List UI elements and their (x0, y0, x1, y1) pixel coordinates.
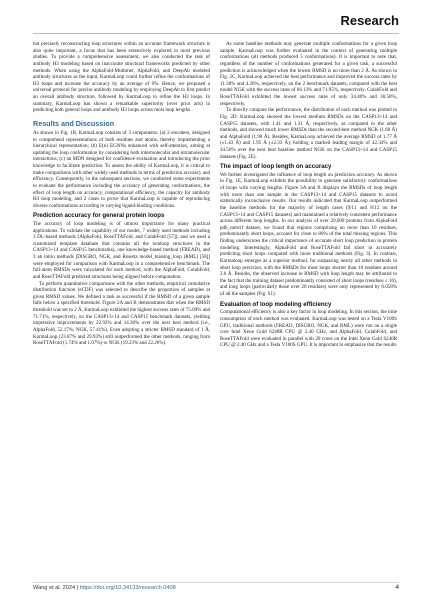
intro-paragraph: but precisely reconstructing loop structures within an accurate framework structure is also quite important, a focus that has been extensively explored in most previous studies. To provide a comprehensive assessment, we also conducted the task of antibody H3 modeling based on inaccurate structural frameworks predicted by other methods. When using the AlphaFold-Multimer, AlphaFold, and DeepAb modeled antibody structures as the input, KarmaLoop could further refine the conformations of H3 loops and increase the accuracy by an average of 9%. Hence, we proposed a universal protocol for precise antibody modeling by employing DeepAb to first predict an overall antibody structure, followed by KarmaLoop to refine the H3 loops. In summary, KarmaLoop has shown a remarkable superiority (over prior arts) in predicting both general loops and antibody H3 loops across most loop lengths. (33, 41, 210, 114)
right-column (220, 41, 397, 349)
loop-length-paragraph: We further investigated the influence of loop length on prediction accuracy. As shown in Fig. 1E, KarmaLoop exhibits the possibility to generate satisfactory conformations of loops with varying lengths. Figure 3A and B displays the RMSDs of loop length with more than one sample in the CASP13+14 and CASP15 datasets to avoid statistically inconclusive results. Our results indicated that KarmaLoop outperformed the baseline methods for the majority of length cases (9/11 and 8/12 on the CASP13+14 and CASP15 datasets) and maintained a relatively consistent performance across different loop lengths. In our analysis of over 20,000 proteins from AlphaFold pdb_mmcif dataset, we found that regions comprising no more than 10 residues, predominantly short loops, account for close to 80% of the total missing regions. This finding underscores the critical importance of accurate short loop prediction in protein modeling. Interestingly, AlphaFold and RoseTTAFold fail short in accurately predicting short loops compared with more traditional methods (Fig. 3). In contrast, Karmaloop emerges as a superior method, far surpassing nearly all other methods in short loop precision, with the RMSDs for most loops shorter than 10 residues around 2.0 Å. Besides, the observed increase in RMSD with loop length may be attributed to the fact that the training dataset predominantly consisted of short loops (residues ≤ 10), and long loops (particularly those over 20 residues) were only represented by 0.058% of all the samples (Fig. S1). (220, 171, 397, 298)
page-number: 4 (395, 584, 399, 591)
journal-section-label: Research (340, 13, 399, 28)
doi-link[interactable]: https://doi.org/10.34133/research.0408 (79, 585, 176, 591)
multi-conformation-paragraph: As some baseline methods may generate multiple conformations for a given loop sample, KarmaLoop was further evaluated in the context of generating multiple conformations (all methods produced 5 conformations). It is important to note that, regardless of the number of conformations generated for a given task, a successful prediction is acknowledged when the lowest RMSD is no more than 2 Å. As shown in Fig. 2C, KarmaLoop achieved the best performance and improved the success rates by 11.38% and 4.26%, respectively, on the 2 benchmark datasets, compared with the best model NGK with the success rates of 66.13% and 71.95%, respectively. ColabFold and RoseTTAFold exhibited the lowest success rates of only 34.40% and 30.58%, respectively. (220, 41, 397, 107)
efficiency-paragraph: Computational efficiency is also a key factor in loop modeling. In this section, the time consumption of each method was evaluated. KarmaLoop was tested on a Tesla V100S GPU, traditional methods (FREAD, DISGRO, NGK, and RML) were run on a single core Intel Xeon Gold 6240R CPU @ 2.40 GHz, and AlphaFold, ColabFold, and RoseTTAFold were evaluated in parallel with 20 cores on the Intel Xeon Gold 6240R CPU @ 2.40 GHz and a Tesla V100S GPU. It is important to emphasize that the results (220, 309, 397, 349)
header-rule (33, 33, 399, 34)
footer-citation (33, 585, 176, 591)
results-paragraph: As shown in Fig. 1B, KarmaLoop consists of 3 components: (a) 2 encoders, designed to comprehend representations of both residues and atoms, thereby implementing a hierarchical representation; (b) E(n) EGNNs enhanced with self-attention, aiming at updating the loop conformation by considering both intermolecular and intramolecular interactions; (c) an MDN designed for confidence evaluation and introducing the prior knowledge to facilitate prediction. To assess the ability of KarmaLoop, it is critical to make comparisons with other widely used methods in terms of prediction accuracy and efficiency. Consequently, in the subsequent sections, we conducted some experiments to evaluate the performance including the accuracy of generating conformations, the effect of loop length on accuracy, computational efficiency, the capacity for antibody H3 loop modeling, and 2 cases to prove that KarmaLoop is capable of reproducing diverse conformations according to varying ligand-binding conditions. (33, 129, 210, 209)
prediction-accuracy-subheading: Prediction accuracy for general protein loops (33, 212, 165, 220)
efficiency-subheading: Evaluation of loop modeling efficiency (220, 300, 332, 308)
prediction-paragraph-2: To perform quantitative comparisons with the other methods, empirical cumulative distribution function (eCDF) was selected to describe the proportion of samples at given RMSD values. We defined a task as successful if the RMSD of a given sample falls below a specified threshold. Figure 2A and B demonstrates that when the RMSD threshold was set to 2 Å, KarmaLoop exhibited the highest success rates of 75.09% and 71.71%, respectively, on the CASP13+14 and CASP15 benchmark datasets, yielding impressive improvements by 22.92% and 14.30% over the next best method (i.e., AlphaFold, 52.17%; NGK, 57.41%). Even adopting a stricter RMSD standard of 1 Å, KarmaLoop (23.87% and 29.93%) still outperformed the other methods, ranging from RoseTTAFold (1.74% and 1.07%) to NGK (19.23% and 22.26%). (33, 280, 210, 347)
loop-length-subheading: The impact of loop length on accuracy (220, 163, 332, 171)
left-column (33, 41, 210, 347)
footer-rule (33, 582, 399, 583)
citation-text: Wang et al. 2024 | (33, 585, 80, 591)
prediction-paragraph-1: The accuracy of loop modeling is of utmost importance for many practical applications. To validate the capability of our model, 7 widely used methods including 3 DL-based methods (AlphaFold, RoseTTAFold, and ColabFold [57]), and we used a customized template database that contains all the nonloop structures in the CASP13+14 and CASP15 benchmarks), one knowledge-based method (FREAD), and 3 ab initio methods [DISGRO, NGK, and Rosetta model_missing_loop (RML) [58]] were employed for comparison with KarmaLoop in a comprehensive benchmark. The full-atom RMSDs were calculated for each method, with the AlphaFold, ColabFold, and RoseTTAFold predicted structures being aligned before computation. (33, 220, 210, 280)
rmsd-distribution-paragraph: To directly compare the performance, the distribution of each method was plotted in Fig. 2D. KarmaLoop showed the lowest medium RMSDs on the CASP13+14 and CASP15 datasets, with 1.41 and 1.31 Å, respectively, as compared to the other methods, and showed much lower RMSDs than the second-best method NGK (1.60 Å) and AlphaFold (1.90 Å). Besides, KarmaLoop achieved the average RMSD of 1.77 Å (±1.43 Å) and 1.95 Å (±2.33 Å), holding a marked leading margin of 42.34% and 34.56% over the next best baseline method NGK on the CASP13+14 and CASP15 datasets (Fig. 2E). (220, 107, 397, 160)
results-heading: Results and Discussion (33, 118, 115, 128)
